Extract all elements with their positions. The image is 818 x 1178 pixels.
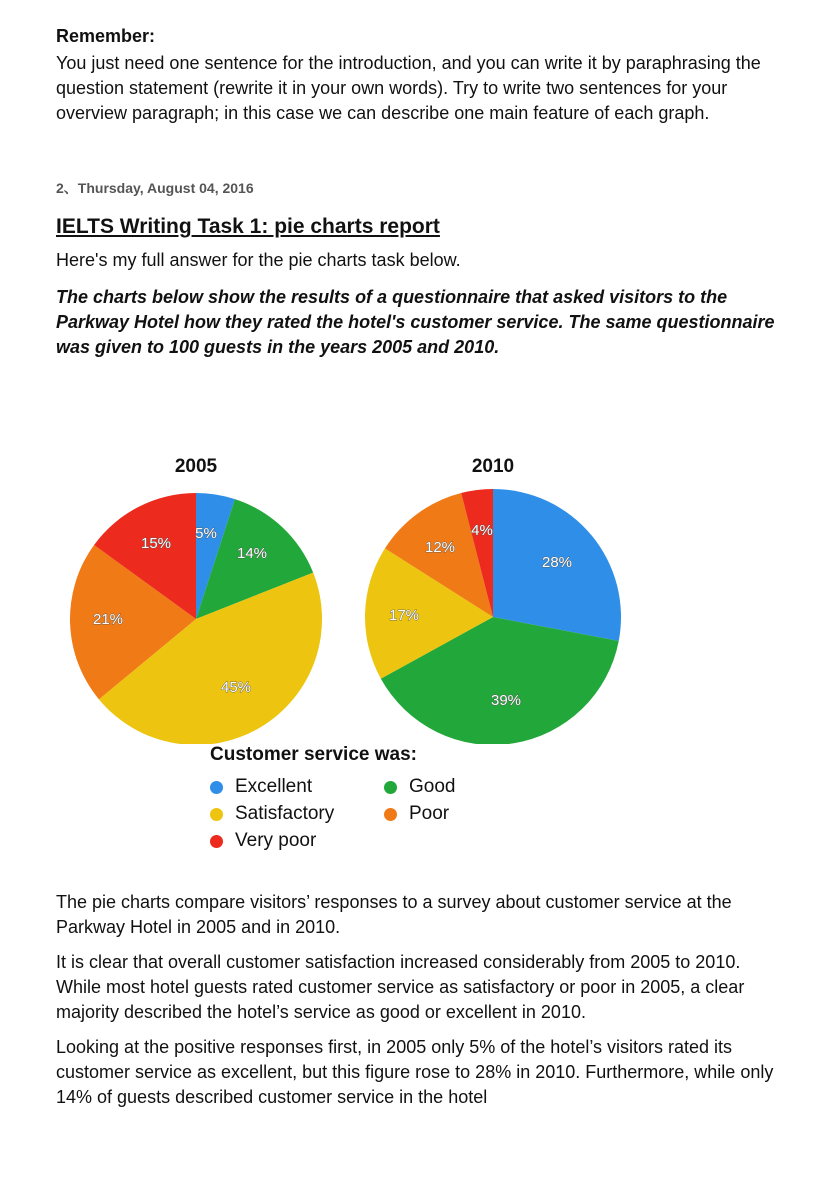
legend-label: Good [409, 776, 456, 797]
chart-legend [210, 742, 530, 854]
legend-dot-icon [384, 781, 397, 794]
pie-charts-figure [56, 424, 776, 864]
answer-paragraph-3: Looking at the positive responses first, in 2005 only 5% of the hotel’s visitors rated its customer service as excellent, but this figure rose to 28% in 2010. Furthermore, while only 14% of guests described customer service in the hotel [56, 1037, 774, 1107]
answer-paragraph-2: It is clear that overall customer satisfaction increased considerably from 2005 to 2010. While most hotel guests rated customer service as satisfactory or poor in 2005, a clear majority described the hotel’s service as good or excellent in 2010. [56, 952, 745, 1022]
pie-data-label: 4% [471, 522, 493, 539]
model-answer [56, 890, 776, 1120]
pie-data-label: 17% [388, 607, 420, 624]
legend-item-satisfactory [210, 801, 384, 827]
document-page [56, 24, 776, 1107]
remember-text: You just need one sentence for the introduction, and you can write it by paraphrasing the question statement (rewrite it in your own words). Try to write two sentences for your overview paragraph; in this case we can describe one main feature of each graph. [56, 53, 761, 123]
legend-dot-icon [210, 835, 223, 848]
pie-charts-svg [56, 424, 776, 744]
pie-data-label: 45% [220, 679, 252, 696]
post-title[interactable]: IELTS Writing Task 1: pie charts report [56, 215, 440, 238]
legend-dot-icon [384, 808, 397, 821]
chart-title: 2005 [174, 456, 218, 477]
legend-item-good [384, 774, 514, 800]
remember-heading: Remember: [56, 26, 156, 46]
legend-item-very-poor [210, 828, 384, 854]
legend-label: Poor [409, 803, 450, 824]
pie-chart-2005 [70, 456, 322, 744]
legend-label: Satisfactory [235, 803, 335, 824]
post-date: 2、Thursday, August 04, 2016 [56, 180, 254, 196]
post-intro: Here's my full answer for the pie charts task below. [56, 250, 461, 270]
legend-dot-icon [210, 808, 223, 821]
task-question: The charts below show the results of a questionnaire that asked visitors to the Parkway Hotel how they rated the hotel's customer service. The same questionnaire was given to 100 guests in the years 2005 and 2010. [56, 287, 775, 357]
legend-item-poor [384, 801, 514, 827]
pie-data-label: 21% [92, 611, 124, 628]
pie-chart-2010 [365, 456, 621, 744]
legend-label: Excellent [235, 776, 313, 797]
legend-title: Customer service was: [210, 744, 417, 765]
pie-data-label: 39% [490, 692, 522, 709]
pie-data-label: 5% [195, 525, 217, 542]
pie-data-label: 28% [541, 554, 573, 571]
legend-dot-icon [210, 781, 223, 794]
legend-item-excellent [210, 774, 384, 800]
pie-data-label: 12% [424, 539, 456, 556]
pie-data-label: 14% [236, 545, 268, 562]
pie-data-label: 15% [140, 535, 172, 552]
legend-label: Very poor [235, 830, 317, 851]
chart-title: 2010 [471, 456, 515, 477]
answer-paragraph-1: The pie charts compare visitors’ responses to a survey about customer service at the Parkway Hotel in 2005 and in 2010. [56, 892, 732, 937]
